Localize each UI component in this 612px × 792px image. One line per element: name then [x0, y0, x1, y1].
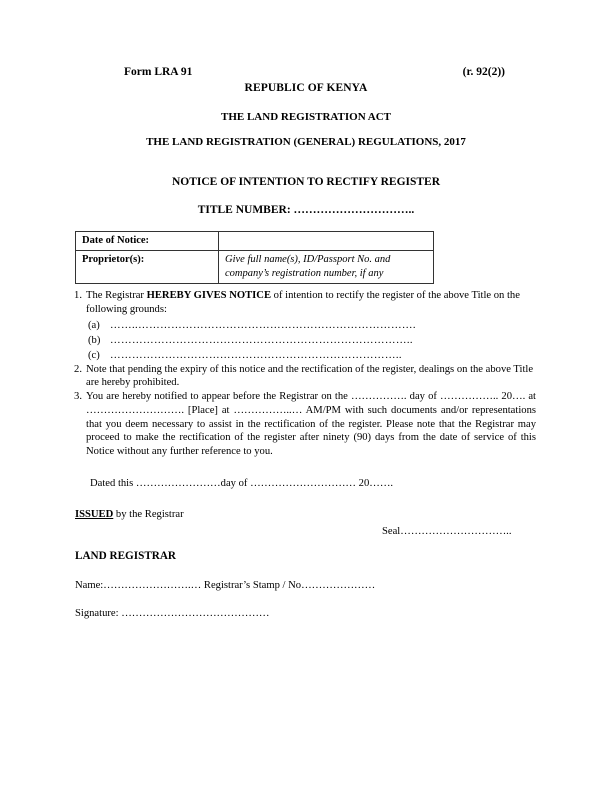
name-and-stamp-line[interactable]: Name:…………………….… Registrar’s Stamp / No…………………: [75, 580, 376, 591]
clause-list: [68, 289, 536, 459]
proprietors-label: Proprietor(s):: [76, 251, 219, 284]
issued-label: ISSUED: [75, 509, 114, 520]
ground-input-a[interactable]: ……..………………………………………………………………….: [110, 319, 416, 331]
proprietors-input-hint[interactable]: Give full name(s), ID/Passport No. and company’s registration number, if any: [219, 251, 434, 284]
ground-tag-b: (b): [88, 334, 101, 346]
title-number-field[interactable]: TITLE NUMBER: …………………………..: [197, 204, 415, 216]
grounds-list: [86, 318, 536, 363]
ground-input-b[interactable]: ………………………………………………………………………..: [110, 334, 413, 346]
signature-line[interactable]: Signature: ……………………………………: [75, 608, 270, 619]
date-of-notice-label: Date of Notice:: [76, 232, 219, 251]
clause-number: 1.: [74, 290, 82, 301]
form-header: [124, 66, 505, 78]
table-row: [76, 232, 434, 251]
ground-tag-a: (a): [88, 319, 100, 331]
issued-by-registrar: [75, 509, 184, 520]
notice-details-table: [75, 231, 434, 284]
dated-line[interactable]: Dated this ……………………day of ………………………… 20…….: [90, 478, 394, 489]
list-item: [86, 348, 536, 363]
clause-1-text-before: The Registrar: [86, 290, 147, 301]
clause-number: 3.: [74, 391, 82, 403]
regulations-heading: THE LAND REGISTRATION (GENERAL) REGULATIONS, 2017: [146, 136, 466, 148]
ground-input-c[interactable]: ……………………………………………………………………..: [110, 349, 402, 361]
issued-rest-text: by the Registrar: [113, 509, 184, 520]
act-heading: THE LAND REGISTRATION ACT: [220, 111, 392, 123]
date-of-notice-input[interactable]: [219, 232, 434, 251]
clause-body: [86, 289, 536, 317]
clause-item-2: [68, 363, 536, 391]
clause-item-3: [68, 390, 536, 459]
clause-1-text-after: of intention to rectify the register of the above Title on the following grounds:: [86, 290, 520, 315]
notice-title: NOTICE OF INTENTION TO RECTIFY REGISTER: [171, 176, 441, 188]
clause-number: 2.: [74, 363, 82, 375]
hereby-gives-notice-emphasis: HEREBY GIVES NOTICE: [146, 290, 272, 301]
seal-line[interactable]: Seal…………………………..: [382, 526, 512, 537]
clause-body: Note that pending the expiry of this notice and the rectification of the register, dealings on the above Title are hereby prohibited.: [86, 363, 534, 389]
land-registrar-heading: LAND REGISTRAR: [75, 550, 177, 562]
clause-body: You are hereby notified to appear before the Registrar on the ……………. day of …………….. 20…. at ………………………. [Place] at ……………..… AM/PM with such documents and/or representations that you deem necessary to assist in the rectification of the register. Please note that the Registrar may proceed to make the rectification of the register after ninety (90) days from the date of service of this Notice without any further reference to you.: [86, 391, 536, 458]
ground-tag-c: (c): [88, 349, 100, 361]
list-item: [86, 318, 536, 333]
table-row: [76, 251, 434, 284]
regulation-reference: (r. 92(2)): [462, 66, 505, 78]
form-code: Form LRA 91: [124, 66, 193, 78]
clause-item-1: [68, 289, 536, 363]
republic-heading: REPUBLIC OF KENYA: [244, 82, 368, 94]
list-item: [86, 333, 536, 348]
